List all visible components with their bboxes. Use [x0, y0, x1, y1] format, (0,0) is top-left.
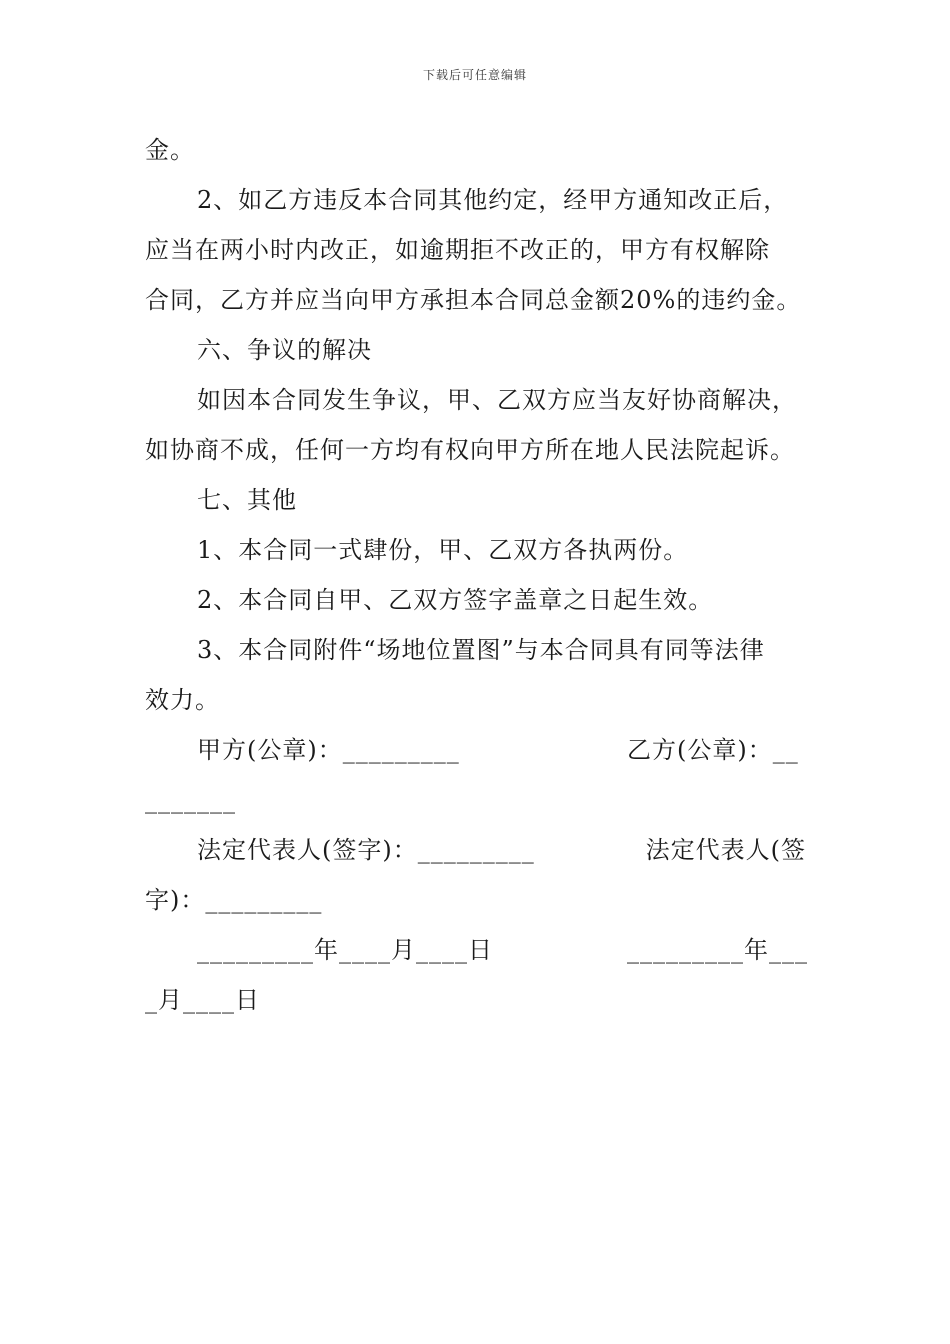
party-b-seal-field-cont: _______ — [145, 786, 236, 814]
party-b-date-field-cont: _月____日 — [145, 986, 260, 1014]
paragraph-line: 应当在两小时内改正，如逾期拒不改正的，甲方有权解除 — [145, 236, 770, 264]
party-b-seal-field: 乙方(公章)：__ — [627, 736, 799, 764]
clause-1-line: 1、本合同一式肆份，甲、乙双方各执两份。 — [197, 536, 689, 564]
clause-2-line: 2、如乙方违反本合同其他约定，经甲方通知改正后， — [197, 186, 789, 214]
party-a-seal-field: 甲方(公章)：_________ — [197, 736, 460, 764]
dispute-paragraph-line: 如因本合同发生争议，甲、乙双方应当友好协商解决， — [197, 386, 797, 414]
clause-2-line: 2、本合同自甲、乙双方签字盖章之日起生效。 — [197, 586, 714, 614]
clause-3-line: 3、本合同附件“场地位置图”与本合同具有同等法律 — [197, 636, 765, 664]
section-heading-dispute: 六、争议的解决 — [197, 336, 372, 364]
section-heading-other: 七、其他 — [197, 486, 297, 514]
party-a-date-field: _________年____月____日 — [197, 936, 493, 964]
party-b-date-field: _________年___ — [627, 936, 808, 964]
paragraph-line: 合同，乙方并应当向甲方承担本合同总金额20%的违约金。 — [145, 286, 802, 314]
paragraph-line: 效力。 — [145, 686, 220, 714]
paragraph-line: 如协商不成，任何一方均有权向甲方所在地人民法院起诉。 — [145, 436, 795, 464]
page-header: 下载后可任意编辑 — [422, 68, 527, 82]
party-b-representative-field: 法定代表人(签 — [645, 836, 806, 864]
party-a-representative-field: 法定代表人(签字)：_________ — [197, 836, 535, 864]
paragraph-line: 金。 — [145, 136, 195, 164]
party-b-representative-field-cont: 字)：_________ — [145, 886, 323, 914]
